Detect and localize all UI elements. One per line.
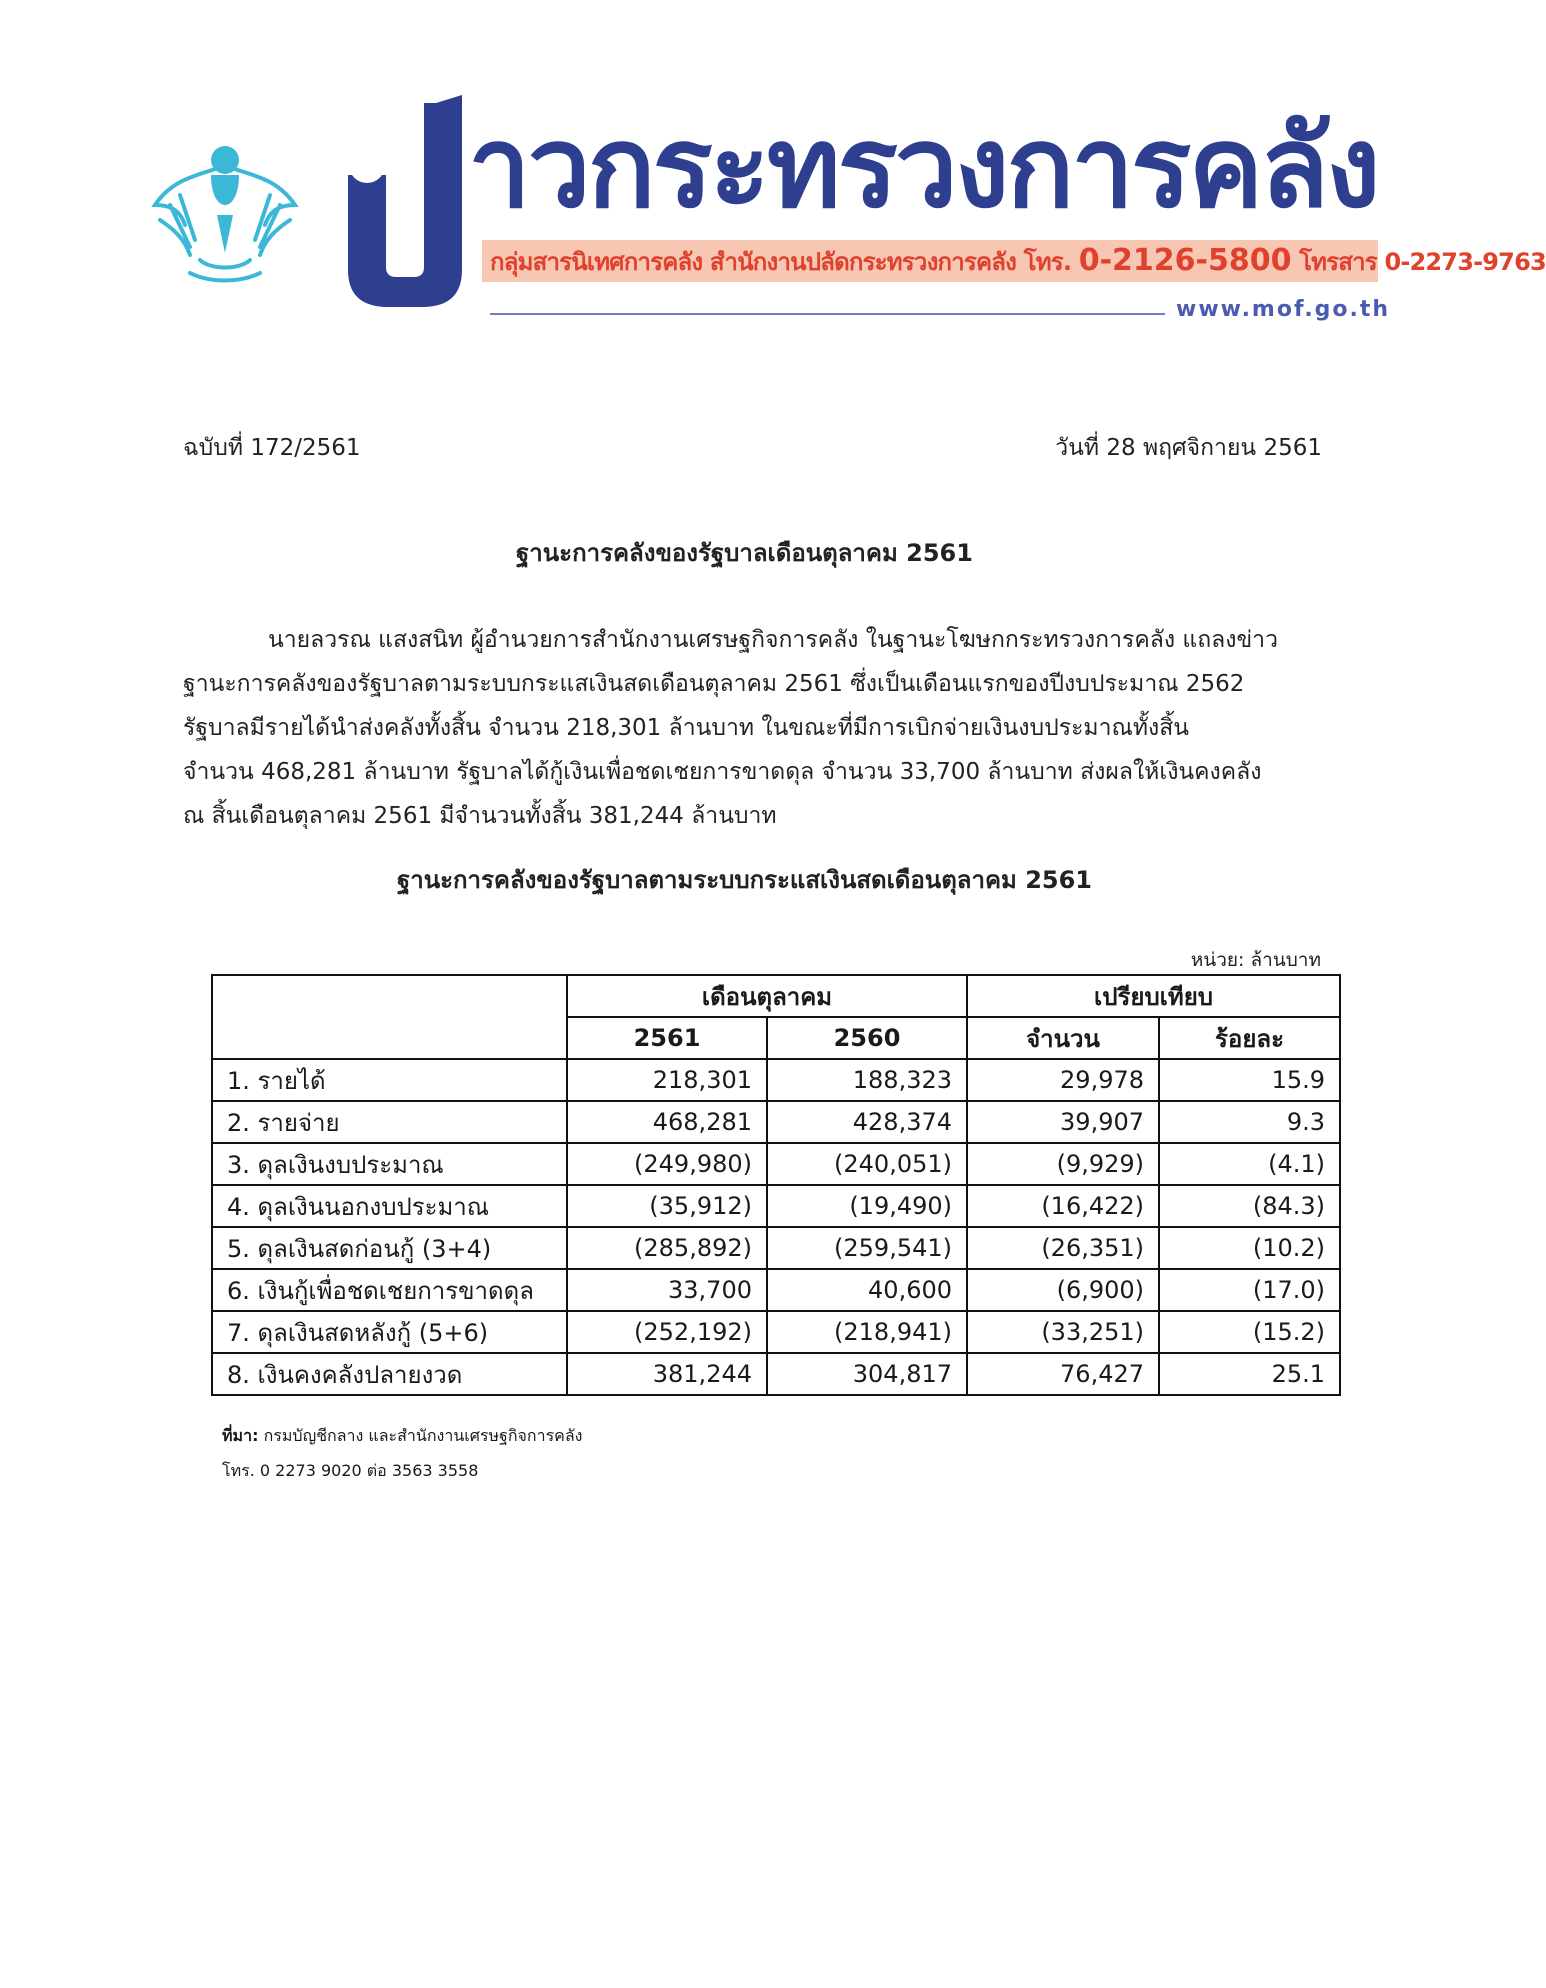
cell-percent: (10.2) [1159, 1227, 1340, 1269]
table-title: ฐานะการคลังของรัฐบาลตามระบบกระแสเงินสดเดือนตุลาคม 2561 [396, 866, 1092, 894]
cell-2560: (19,490) [767, 1185, 967, 1227]
cell-2561: 468,281 [567, 1101, 767, 1143]
paragraph-line: นายลวรณ แสงสนิท ผู้อำนวยการสำนักงานเศรษฐกิจการคลัง ในฐานะโฆษกกระทรวงการคลัง แถลงข่าว [268, 627, 1279, 653]
masthead-title: าวกระทรวงการคลัง [468, 103, 1378, 233]
cell-2560: 188,323 [767, 1059, 967, 1101]
cell-2561: (252,192) [567, 1311, 767, 1353]
cell-2561: 33,700 [567, 1269, 767, 1311]
row-label: 8. เงินคงคลังปลายงวด [212, 1353, 567, 1395]
table-row [212, 1185, 1340, 1227]
cell-2561: 218,301 [567, 1059, 767, 1101]
unit-note: หน่วย: ล้านบาท [1190, 949, 1321, 971]
group-header-compare: เปรียบเทียบ [967, 975, 1340, 1017]
title-initial-letter [340, 95, 470, 315]
column-header-2560: 2560 [767, 1017, 967, 1059]
column-header-percent: ร้อยละ [1159, 1017, 1340, 1059]
paragraph-line: รัฐบาลมีรายได้นำส่งคลังทั้งสิ้น จำนวน 218,301 ล้านบาท ในขณะที่มีการเบิกจ่ายเงินงบประมาณทั้งสิ้น [183, 715, 1190, 741]
cell-2560: (240,051) [767, 1143, 967, 1185]
cell-amount: (9,929) [967, 1143, 1159, 1185]
group-header-month: เดือนตุลาคม [567, 975, 967, 1017]
cell-percent: (84.3) [1159, 1185, 1340, 1227]
paragraph-line: ฐานะการคลังของรัฐบาลตามระบบกระแสเงินสดเดือนตุลาคม 2561 ซึ่งเป็นเดือนแรกของปีงบประมาณ 2562 [183, 671, 1245, 697]
table-row [212, 1143, 1340, 1185]
department-name: กลุ่มสารนิเทศการคลัง สำนักงานปลัดกระทรวงการคลัง [490, 248, 1017, 276]
cell-2560: 304,817 [767, 1353, 967, 1395]
table-row [212, 1311, 1340, 1353]
issue-date: วันที่ 28 พฤศจิกายน 2561 [1055, 435, 1322, 461]
garuda-emblem-icon [145, 135, 305, 285]
table-row [212, 1059, 1340, 1101]
cell-2560: 40,600 [767, 1269, 967, 1311]
cell-2560: 428,374 [767, 1101, 967, 1143]
fax-label: โทรสาร [1299, 248, 1377, 276]
cell-amount: 39,907 [967, 1101, 1159, 1143]
cell-amount: (6,900) [967, 1269, 1159, 1311]
fiscal-position-table [211, 974, 1341, 1396]
cell-percent: (17.0) [1159, 1269, 1340, 1311]
letterhead-divider [490, 313, 1165, 315]
cell-percent: 25.1 [1159, 1353, 1340, 1395]
paragraph-line: ณ สิ้นเดือนตุลาคม 2561 มีจำนวนทั้งสิ้น 381,244 ล้านบาท [183, 803, 777, 829]
cell-amount: 76,427 [967, 1353, 1159, 1395]
cell-amount: (16,422) [967, 1185, 1159, 1227]
row-label: 4. ดุลเงินนอกงบประมาณ [212, 1185, 567, 1227]
row-label: 7. ดุลเงินสดหลังกู้ (5+6) [212, 1311, 567, 1353]
row-label: 5. ดุลเงินสดก่อนกู้ (3+4) [212, 1227, 567, 1269]
cell-2560: (259,541) [767, 1227, 967, 1269]
website-link[interactable]: www.mof.go.th [1176, 297, 1391, 322]
tel-number: 0-2126-5800 [1078, 243, 1292, 278]
cell-percent: 9.3 [1159, 1101, 1340, 1143]
row-label: 1. รายได้ [212, 1059, 567, 1101]
empty-header-cell [212, 975, 567, 1059]
cell-2561: 381,244 [567, 1353, 767, 1395]
source-text: กรมบัญชีกลาง และสำนักงานเศรษฐกิจการคลัง [263, 1426, 583, 1445]
table-row [212, 1101, 1340, 1143]
cell-amount: (26,351) [967, 1227, 1159, 1269]
cell-percent: (15.2) [1159, 1311, 1340, 1353]
cell-amount: 29,978 [967, 1059, 1159, 1101]
source-label: ที่มา: [222, 1426, 259, 1445]
table-row [212, 1353, 1340, 1395]
table-row [212, 1269, 1340, 1311]
paragraph-line: จำนวน 468,281 ล้านบาท รัฐบาลได้กู้เงินเพื่อชดเชยการขาดดุล จำนวน 33,700 ล้านบาท ส่งผลให้เงินคงคลัง [183, 759, 1262, 785]
row-label: 3. ดุลเงินงบประมาณ [212, 1143, 567, 1185]
contact-phone: โทร. 0 2273 9020 ต่อ 3563 3558 [222, 1461, 479, 1480]
cell-percent: 15.9 [1159, 1059, 1340, 1101]
cell-2560: (218,941) [767, 1311, 967, 1353]
issue-number: ฉบับที่ 172/2561 [183, 435, 361, 461]
column-header-amount: จำนวน [967, 1017, 1159, 1059]
tel-label: โทร. [1023, 248, 1072, 276]
column-header-2561: 2561 [567, 1017, 767, 1059]
cell-2561: (35,912) [567, 1185, 767, 1227]
page-title: ฐานะการคลังของรัฐบาลเดือนตุลาคม 2561 [516, 539, 973, 567]
contact-line [490, 243, 1546, 278]
table-row [212, 1227, 1340, 1269]
row-label: 2. รายจ่าย [212, 1101, 567, 1143]
source-note [222, 1424, 583, 1449]
cell-2561: (249,980) [567, 1143, 767, 1185]
cell-amount: (33,251) [967, 1311, 1159, 1353]
fax-number: 0-2273-9763 [1384, 248, 1546, 276]
cell-percent: (4.1) [1159, 1143, 1340, 1185]
row-label: 6. เงินกู้เพื่อชดเชยการขาดดุล [212, 1269, 567, 1311]
cell-2561: (285,892) [567, 1227, 767, 1269]
